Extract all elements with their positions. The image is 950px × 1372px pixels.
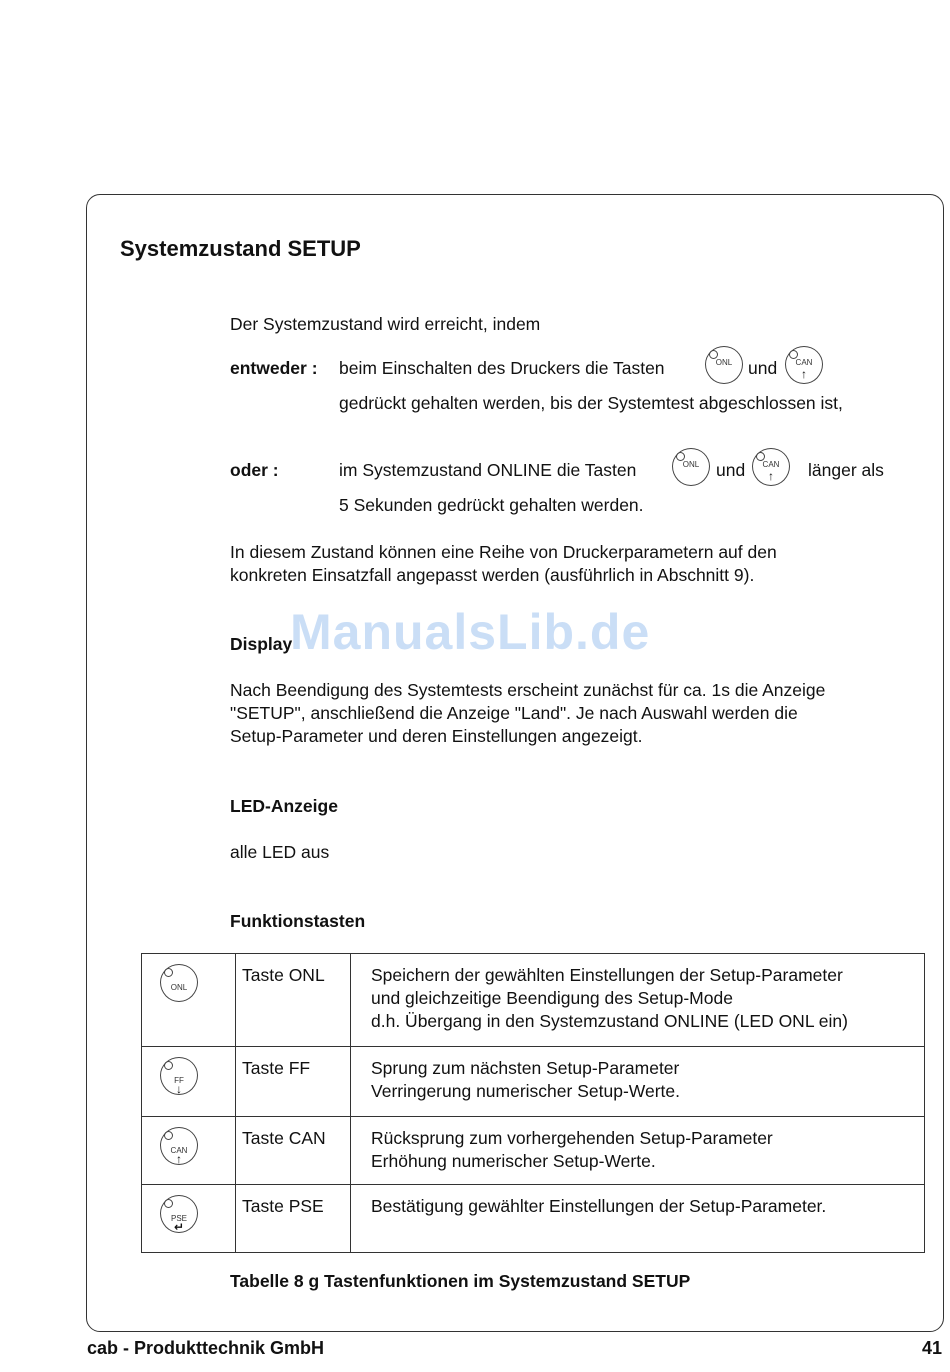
key-description: Speichern der gewählten Einstellungen der Setup-Parameter und gleichzeitige Beendigung des Setup-Mode d.h. Übergang in den Systemzustand ONLINE (LED ONL ein) xyxy=(351,954,925,1047)
key-description: Bestätigung gewählter Einstellungen der Setup-Parameter. xyxy=(351,1185,925,1253)
onl-key-icon: ONL xyxy=(672,448,710,486)
display-heading: Display xyxy=(230,634,293,654)
option1-label: entweder : xyxy=(230,358,318,378)
functions-heading: Funktionstasten xyxy=(230,911,366,931)
table-row xyxy=(142,954,925,1047)
key-name: Taste ONL xyxy=(236,954,351,1047)
option2-line2: 5 Sekunden gedrückt gehalten werden. xyxy=(339,495,644,515)
pse-key-icon: PSE ↵ xyxy=(142,1185,236,1253)
page-number: 41 xyxy=(921,1338,942,1358)
ff-key-icon: FF ↓ xyxy=(142,1047,236,1117)
display-line3: Setup-Parameter und deren Einstellungen angezeigt. xyxy=(230,726,643,746)
intro-text: Der Systemzustand wird erreicht, indem xyxy=(230,314,541,334)
option1-line1: beim Einschalten des Druckers die Tasten xyxy=(339,358,665,378)
table-row xyxy=(142,1047,925,1117)
footer-company: cab - Produkttechnik GmbH xyxy=(87,1338,325,1358)
key-description: Sprung zum nächsten Setup-Parameter Verringerung numerischer Setup-Werte. xyxy=(351,1047,925,1117)
table-caption: Tabelle 8 g Tastenfunktionen im Systemzustand SETUP xyxy=(230,1271,691,1291)
key-name: Taste FF xyxy=(236,1047,351,1117)
display-line2: "SETUP", anschließend die Anzeige "Land". Je nach Auswahl werden die xyxy=(230,703,798,723)
can-key-icon: CAN ↑ xyxy=(785,346,823,384)
led-heading: LED-Anzeige xyxy=(230,796,338,816)
table-row xyxy=(142,1117,925,1185)
onl-key-icon: ONL xyxy=(705,346,743,384)
watermark: ManualsLib.de xyxy=(290,604,651,660)
option2-label: oder : xyxy=(230,460,279,480)
key-name: Taste PSE xyxy=(236,1185,351,1253)
onl-key-icon: ONL xyxy=(142,954,236,1047)
can-key-icon: CAN ↑ xyxy=(142,1117,236,1185)
option2-after: länger als xyxy=(808,460,884,480)
display-line1: Nach Beendigung des Systemtests erscheint zunächst für ca. 1s die Anzeige xyxy=(230,680,826,700)
led-text: alle LED aus xyxy=(230,842,330,862)
option1-line2: gedrückt gehalten werden, bis der Systemtest abgeschlossen ist, xyxy=(339,393,843,413)
key-description: Rücksprung zum vorhergehenden Setup-Parameter Erhöhung numerischer Setup-Werte. xyxy=(351,1117,925,1185)
paragraph1-line2: konkreten Einsatzfall angepasst werden (ausführlich in Abschnitt 9). xyxy=(230,565,755,585)
page-title: Systemzustand SETUP xyxy=(120,236,361,261)
option2-line1: im Systemzustand ONLINE die Tasten xyxy=(339,460,637,480)
can-key-icon: CAN ↑ xyxy=(752,448,790,486)
option1-and: und xyxy=(748,358,778,378)
key-name: Taste CAN xyxy=(236,1117,351,1185)
table-row xyxy=(142,1185,925,1253)
function-keys-table xyxy=(141,953,925,1253)
paragraph1-line1: In diesem Zustand können eine Reihe von Druckerparametern auf den xyxy=(230,542,777,562)
option2-and: und xyxy=(716,460,746,480)
